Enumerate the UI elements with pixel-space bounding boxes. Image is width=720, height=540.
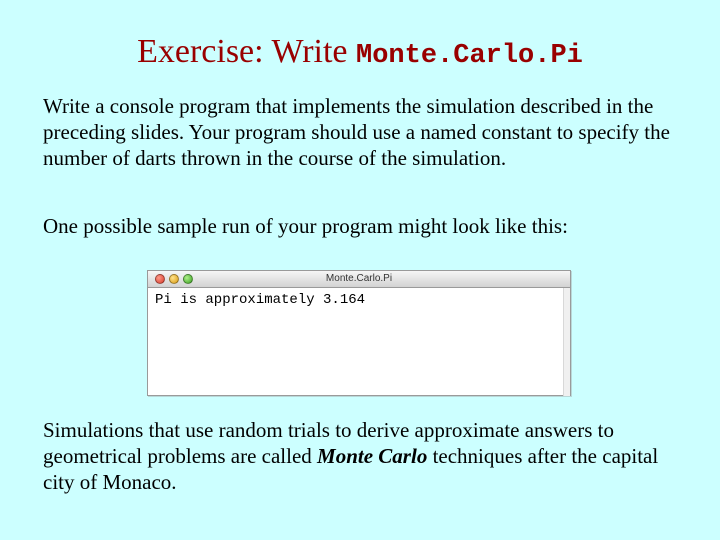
scrollbar[interactable] — [563, 288, 570, 396]
title-prefix: Exercise: Write — [137, 33, 348, 70]
monte-carlo-emphasis: Monte Carlo — [317, 444, 428, 468]
slide-title — [0, 30, 720, 78]
paragraph-monte-carlo — [43, 417, 693, 495]
paragraph-sample-run: One possible sample run of your program might look like this: — [43, 214, 568, 238]
console-body[interactable] — [148, 288, 570, 396]
paragraph-text-before: Simulations that use random trials to derive approximate answers to geometrical problems are called — [43, 418, 614, 468]
window-titlebar[interactable] — [148, 271, 570, 288]
console-window[interactable] — [147, 270, 571, 396]
paragraph-text-after: techniques after the capital city of Monaco. — [43, 444, 659, 494]
window-title: Monte.Carlo.Pi — [325, 273, 393, 284]
console-output: Pi is approximately 3.164 — [155, 292, 366, 308]
paragraph-instructions: Write a console program that implements the simulation described in the preceding slides. Your program should use a named constant to specify the number of darts thrown in the course of the simulation. — [43, 94, 670, 170]
title-code: Monte.Carlo.Pi — [356, 41, 583, 71]
